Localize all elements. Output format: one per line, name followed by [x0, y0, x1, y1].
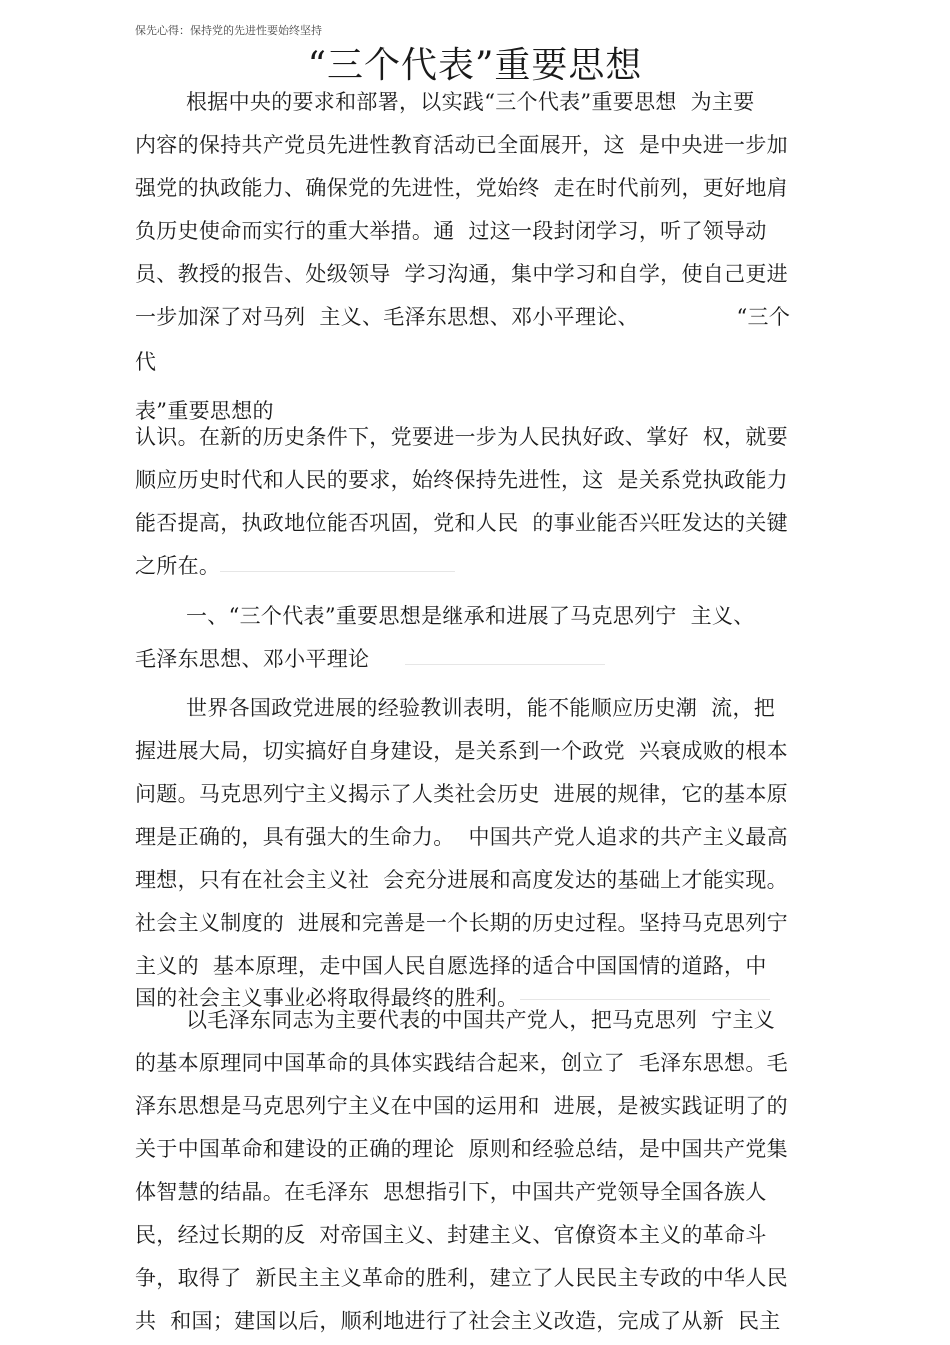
paragraph-4-line: 的基本原理同中国革命的具体实践结合起来，创立了 毛泽东思想。毛 — [135, 1051, 788, 1075]
paragraph-1-line: 负历史使命而实行的重大举措。通 过这一段封闭学习，听了领导动 — [135, 219, 767, 243]
paragraph-4-line: 泽东思想是马克思列宁主义在中国的运用和 进展，是被实践证明了的 — [135, 1094, 788, 1118]
faint-rule — [405, 664, 605, 665]
paragraph-1-line: 认识。在新的历史条件下，党要进一步为人民执好政、掌好 权，就要 — [135, 425, 788, 449]
paragraph-1-line: 一步加深了对马列 主义、毛泽东思想、邓小平理论、 “三个 — [135, 305, 791, 329]
paragraph-1-line: 能否提高，执政地位能否巩固，党和人民 的事业能否兴旺发达的关键 — [135, 511, 788, 535]
section-heading-line: 毛泽东思想、邓小平理论 — [135, 647, 370, 671]
paragraph-3-line: 握进展大局，切实搞好自身建设，是关系到一个政党 兴衰成败的根本 — [135, 739, 788, 763]
paragraph-4-line: 体智慧的结晶。在毛泽东 思想指引下，中国共产党领导全国各族人 — [135, 1180, 767, 1204]
paragraph-4-line: 关于中国革命和建设的正确的理论 原则和经验总结，是中国共产党集 — [135, 1137, 788, 1161]
faint-rule — [520, 999, 770, 1000]
paragraph-3-line: 主义的 基本原理，走中国人民自愿选择的适合中国国情的道路，中 — [135, 954, 767, 978]
paragraph-3-line: 世界各国政党进展的经验教训表明，能不能顺应历史潮 流，把 — [186, 696, 776, 720]
paragraph-1-line: 强党的执政能力、确保党的先进性，党始终 走在时代前列，更好地肩 — [135, 176, 788, 200]
paragraph-1-line: 内容的保持共产党员先进性教育活动已全面展开，这 是中央进一步加 — [135, 133, 788, 157]
paragraph-1-line: 表”重要思想的 — [135, 399, 274, 423]
faint-rule — [220, 571, 455, 572]
paragraph-4-line: 共 和国；建国以后，顺利地进行了社会主义改造，完成了从新 民主 — [135, 1309, 781, 1333]
section-heading-line: 一、“三个代表”重要思想是继承和进展了马克思列宁 主义、 — [186, 604, 755, 628]
paragraph-3-line: 理是正确的，具有强大的生命力。 中国共产党人追求的共产主义最高 — [135, 825, 788, 849]
paragraph-3-line: 国的社会主义事业必将取得最终的胜利。 — [135, 986, 519, 1010]
paragraph-3-line: 问题。马克思列宁主义揭示了人类社会历史 进展的规律，它的基本原 — [135, 782, 788, 806]
paragraph-4-line: 民，经过长期的反 对帝国主义、封建主义、官僚资本主义的革命斗 — [135, 1223, 767, 1247]
paragraph-1-line: 员、教授的报告、处级领导 学习沟通，集中学习和自学，使自己更进 — [135, 262, 788, 286]
paragraph-1-line: 之所在。 — [135, 554, 221, 578]
paragraph-3-line: 社会主义制度的 进展和完善是一个长期的历史过程。坚持马克思列宁 — [135, 911, 788, 935]
paragraph-1-line: 顺应历史时代和人民的要求，始终保持先进性，这 是关系党执政能力 — [135, 468, 788, 492]
paragraph-3-line: 理想，只有在社会主义社 会充分进展和高度发达的基础上才能实现。 — [135, 868, 788, 892]
paragraph-4-line: 以毛泽东同志为主要代表的中国共产党人，把马克思列 宁主义 — [186, 1008, 776, 1032]
paragraph-1-line: 根据中央的要求和部署，以实践“三个代表”重要思想 为主要 — [186, 90, 755, 114]
document-title: “三个代表”重要思想 — [307, 45, 643, 86]
paragraph-4-line: 争，取得了 新民主主义革命的胜利，建立了人民民主专政的中华人民 — [135, 1266, 788, 1290]
paragraph-1-line: 代 — [135, 350, 157, 374]
page-header: 保先心得：保持党的先进性要始终坚持 — [135, 24, 322, 37]
